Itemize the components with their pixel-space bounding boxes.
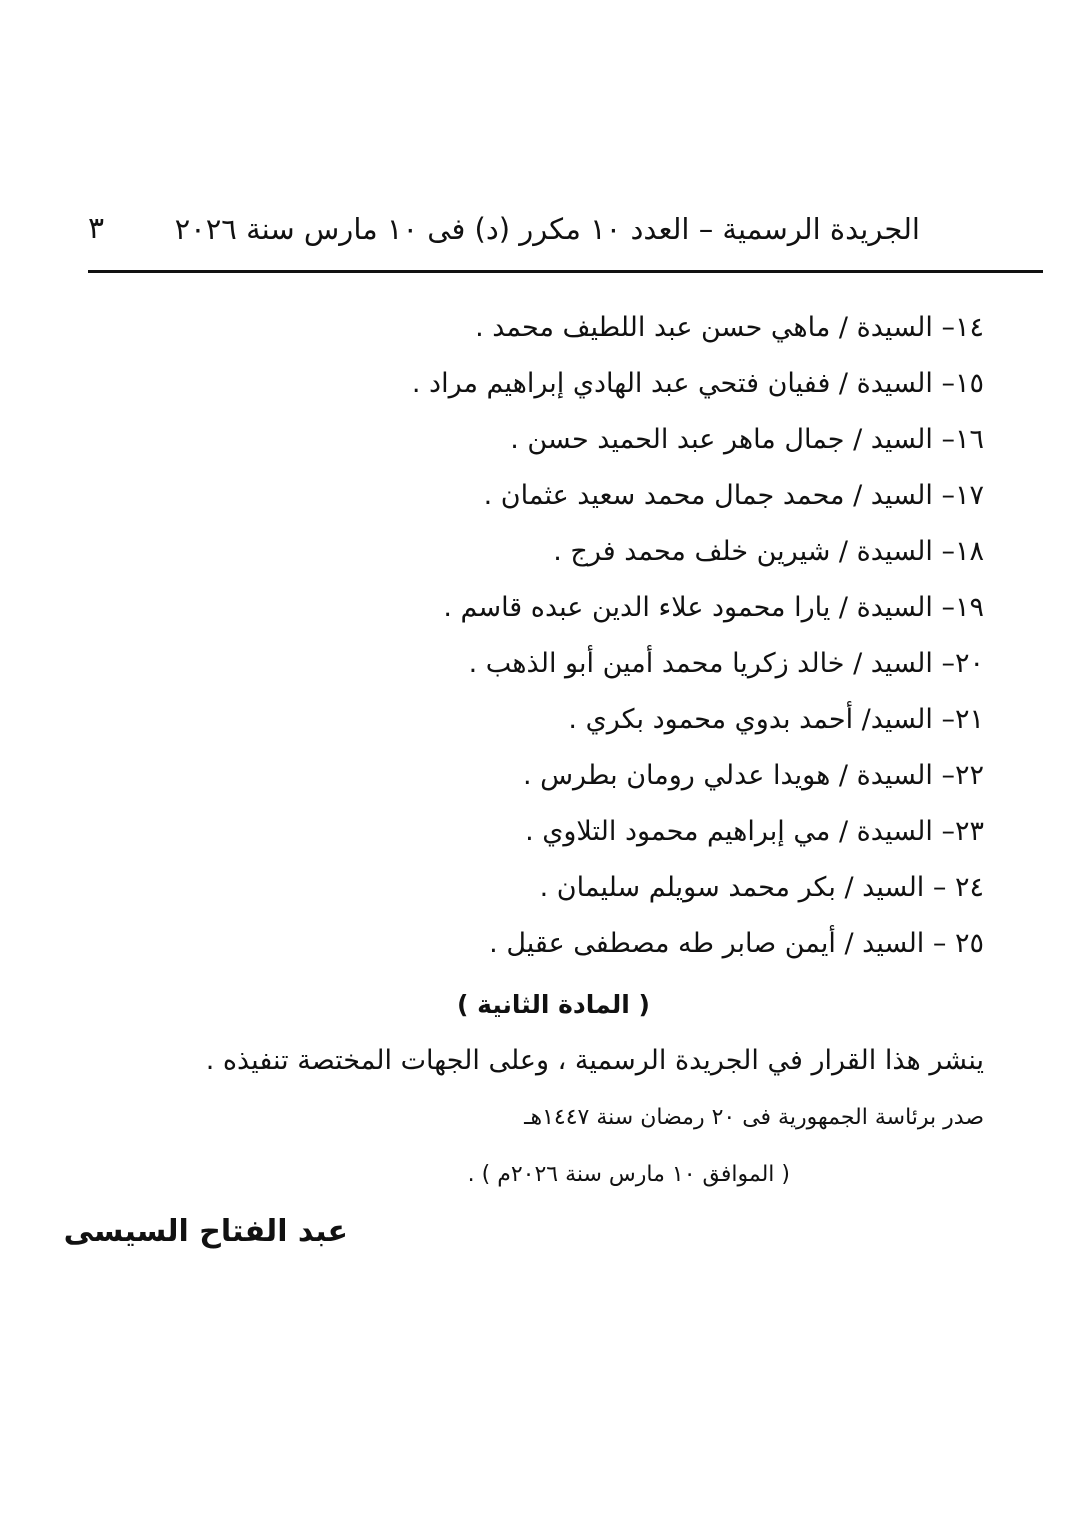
member-item-14: ١٤– السيدة / ماهي حسن عبد اللطيف محمد . xyxy=(475,312,984,343)
page-header xyxy=(88,206,1042,256)
member-item-22: ٢٢– السيدة / هويدا عدلي رومان بطرس . xyxy=(522,760,984,791)
member-item-19: ١٩– السيدة / يارا محمود علاء الدين عبده قاسم . xyxy=(443,592,984,623)
member-item-17: ١٧– السيد / محمد جمال محمد سعيد عثمان . xyxy=(483,480,984,511)
gazette-header-title: الجريدة الرسمية – العدد ١٠ مكرر (د) فى ١٠ مارس سنة ٢٠٢٦ xyxy=(174,212,920,246)
member-item-25: ٢٥ – السيد / أيمن صابر طه مصطفى عقيل . xyxy=(489,928,984,959)
member-item-20: ٢٠– السيد / خالد زكريا محمد أمين أبو الذهب . xyxy=(468,648,984,679)
member-item-16: ١٦– السيد / جمال ماهر عبد الحميد حسن . xyxy=(510,424,984,455)
member-item-15: ١٥– السيدة / ففيان فتحي عبد الهادي إبراهيم مراد . xyxy=(411,368,984,399)
member-item-21: ٢١– السيد/ أحمد بدوي محمود بكري . xyxy=(568,704,984,735)
article-two-title: ( المادة الثانية ) xyxy=(457,990,650,1019)
president-signature: عبد الفتاح السيسى xyxy=(63,1214,348,1249)
header-divider xyxy=(88,270,1043,273)
issue-date-hijri: صدر برئاسة الجمهورية فى ٢٠ رمضان سنة ١٤٤٧هـ xyxy=(524,1105,984,1130)
member-item-23: ٢٣– السيدة / مي إبراهيم محمود التلاوي . xyxy=(525,816,984,847)
member-item-24: ٢٤ – السيد / بكر محمد سويلم سليمان . xyxy=(539,872,984,903)
page-number: ٣ xyxy=(88,211,105,246)
article-two-text: ينشر هذا القرار في الجريدة الرسمية ، وعلى الجهات المختصة تنفيذه . xyxy=(205,1045,984,1076)
member-list xyxy=(284,300,984,972)
issue-date-gregorian: ( الموافق ١٠ مارس سنة ٢٠٢٦م ) . xyxy=(467,1162,790,1187)
member-item-18: ١٨– السيدة / شيرين خلف محمد فرج . xyxy=(553,536,984,567)
